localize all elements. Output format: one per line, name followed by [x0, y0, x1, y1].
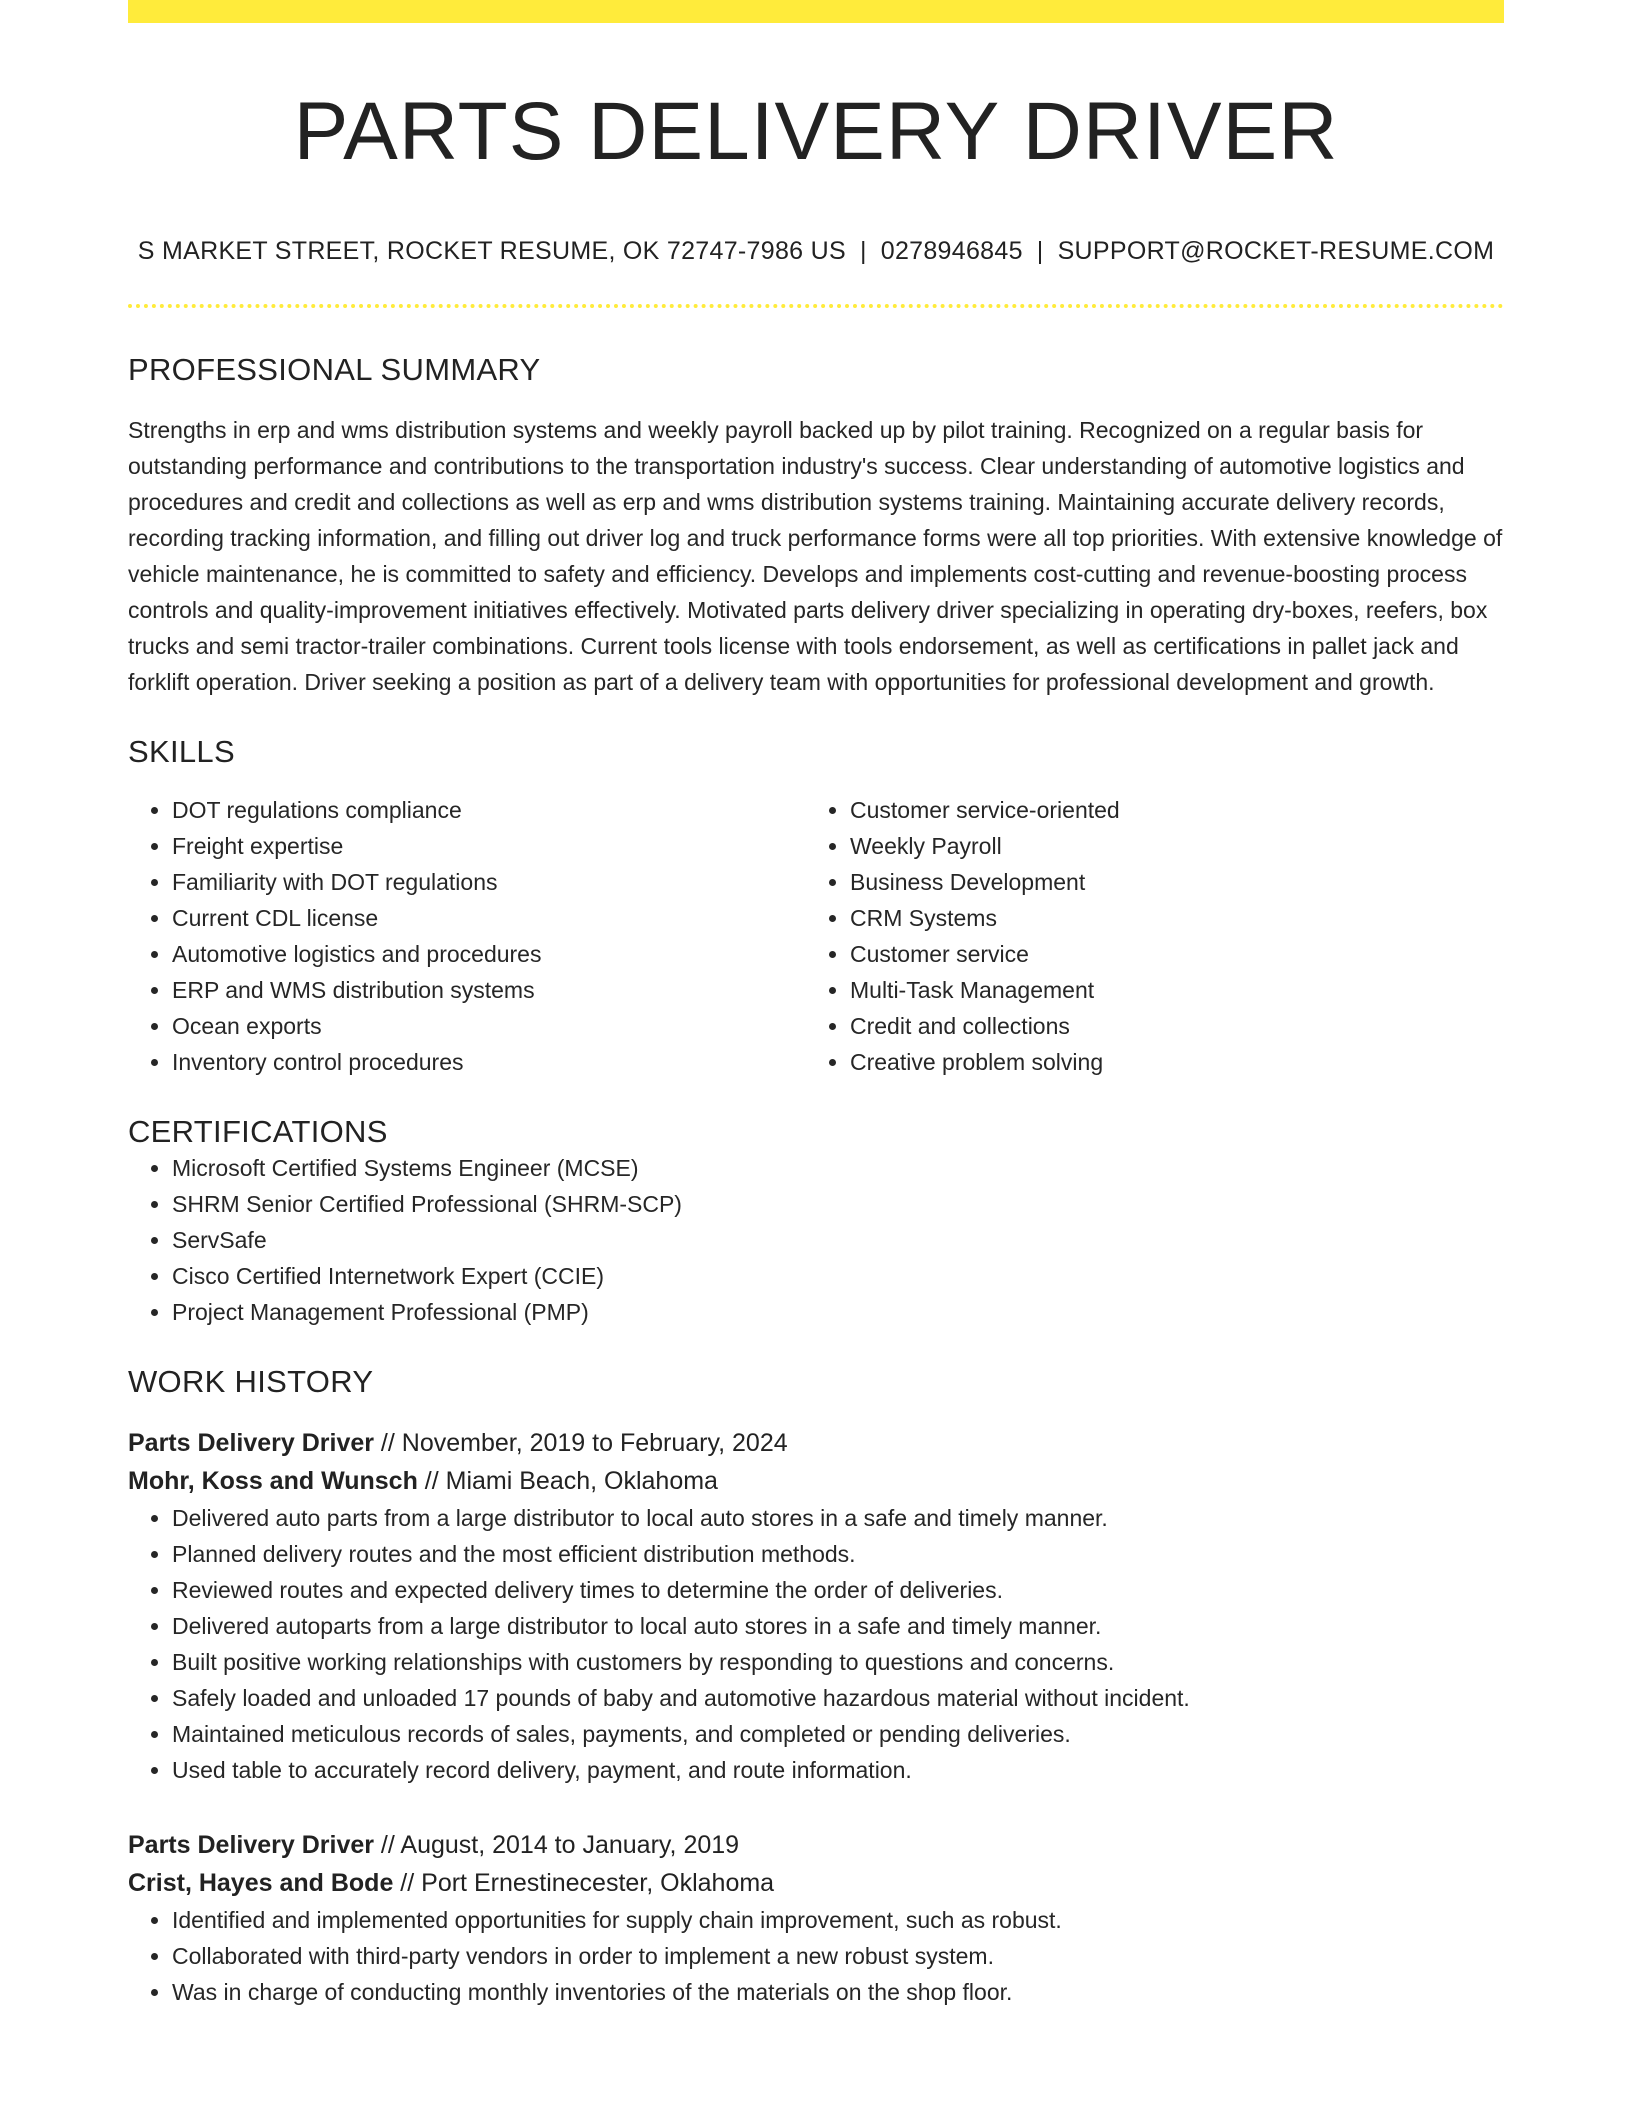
dotted-divider [128, 304, 1504, 308]
certification-item: • Microsoft Certified Systems Engineer (MCSE) [172, 1150, 1504, 1186]
skill-item: • Freight expertise [172, 828, 806, 864]
skill-item: • Multi-Task Management [850, 972, 1484, 1008]
job-entry [128, 1424, 1504, 1788]
certification-item: • SHRM Senior Certified Professional (SHRM-SCP) [172, 1186, 1504, 1222]
job-duties-list [128, 1902, 1504, 2010]
skill-item: • DOT regulations compliance [172, 792, 806, 828]
job-company-line [128, 1864, 1504, 1902]
certification-item: • ServSafe [172, 1222, 1504, 1258]
skill-item: • Familiarity with DOT regulations [172, 864, 806, 900]
section-title-certifications: CERTIFICATIONS [128, 1114, 388, 1150]
job-role: Parts Delivery Driver [128, 1429, 374, 1458]
professional-summary-section [128, 352, 1504, 700]
skills-column-right [806, 792, 1484, 1080]
section-title-summary: PROFESSIONAL SUMMARY [128, 352, 541, 388]
job-duty-item: • Delivered autoparts from a large distributor to local auto stores in a safe and timely manner. [172, 1608, 1504, 1644]
accent-top-bar [128, 0, 1504, 23]
skill-item: • Automotive logistics and procedures [172, 936, 806, 972]
job-duty-item: • Collaborated with third-party vendors in order to implement a new robust system. [172, 1938, 1504, 1974]
job-company: Crist, Hayes and Bode [128, 1869, 394, 1898]
job-location: // Miami Beach, Oklahoma [417, 1467, 718, 1496]
contact-phone: 0278946845 [880, 237, 1023, 266]
skill-item: • Customer service [850, 936, 1484, 972]
contact-separator: | [1036, 237, 1044, 266]
certifications-list [128, 1150, 1504, 1330]
job-duty-item: • Identified and implemented opportunities for supply chain improvement, such as robust. [172, 1902, 1504, 1938]
job-role-line [128, 1424, 1504, 1462]
work-history-section [128, 1364, 1504, 2010]
summary-text: Strengths in erp and wms distribution systems and weekly payroll backed up by pilot training. Recognized on a regular basis for outstanding performance and contributions to the transportation industry's success. Clear understanding of automotive logistics and procedures and credit and collections as well as erp and wms distribution systems training. Maintaining accurate delivery records, recording tracking information, and filling out driver log and truck performance forms were all top priorities. With extensive knowledge of vehicle maintenance, he is committed to safety and efficiency. Develops and implements cost-cutting and revenue-boosting process controls and quality-improvement initiatives effectively. Motivated parts delivery driver specializing in operating dry-boxes, reefers, box trucks and semi tractor-trailer combinations. Current tools license with tools endorsement, as well as certifications in pallet jack and forklift operation. Driver seeking a position as part of a delivery team with opportunities for professional development and growth. [128, 417, 1503, 696]
job-dates: // November, 2019 to February, 2024 [373, 1429, 788, 1458]
job-role-line [128, 1826, 1504, 1864]
job-duty-item: • Safely loaded and unloaded 17 pounds of baby and automotive hazardous material without incident. [172, 1680, 1504, 1716]
contact-separator: | [859, 237, 867, 266]
resume-title: PARTS DELIVERY DRIVER [293, 86, 1339, 177]
job-duties-list [128, 1500, 1504, 1788]
job-role: Parts Delivery Driver [128, 1831, 374, 1860]
job-company: Mohr, Koss and Wunsch [128, 1467, 418, 1496]
skill-item: • Inventory control procedures [172, 1044, 806, 1080]
skill-item: • Ocean exports [172, 1008, 806, 1044]
job-duty-item: • Was in charge of conducting monthly inventories of the materials on the shop floor. [172, 1974, 1504, 2010]
certifications-section [128, 1114, 1504, 1330]
skill-item: • Current CDL license [172, 900, 806, 936]
job-entry [128, 1826, 1504, 2010]
contact-line [128, 237, 1504, 266]
skill-item: • Customer service-oriented [850, 792, 1484, 828]
skill-item: • Business Development [850, 864, 1484, 900]
section-title-work-history: WORK HISTORY [128, 1364, 374, 1400]
contact-address: S MARKET STREET, ROCKET RESUME, OK 72747-7986 US [137, 237, 846, 266]
skills-section [128, 734, 1504, 1080]
job-duty-item: • Used table to accurately record delivery, payment, and route information. [172, 1752, 1504, 1788]
skill-item: • Creative problem solving [850, 1044, 1484, 1080]
certification-item: • Cisco Certified Internetwork Expert (CCIE) [172, 1258, 1504, 1294]
job-company-line [128, 1462, 1504, 1500]
job-location: // Port Ernestinecester, Oklahoma [393, 1869, 775, 1898]
skill-item: • Weekly Payroll [850, 828, 1484, 864]
job-duty-item: • Built positive working relationships with customers by responding to questions and concerns. [172, 1644, 1504, 1680]
certification-item: • Project Management Professional (PMP) [172, 1294, 1504, 1330]
resume-page [128, 0, 1504, 2010]
skills-grid [128, 792, 1504, 1080]
job-dates: // August, 2014 to January, 2019 [373, 1831, 740, 1860]
contact-email: SUPPORT@ROCKET-RESUME.COM [1057, 237, 1495, 266]
job-duty-item: • Maintained meticulous records of sales, payments, and completed or pending deliveries. [172, 1716, 1504, 1752]
job-duty-item: • Delivered auto parts from a large distributor to local auto stores in a safe and timely manner. [172, 1500, 1504, 1536]
skill-item: • Credit and collections [850, 1008, 1484, 1044]
skill-item: • ERP and WMS distribution systems [172, 972, 806, 1008]
section-title-skills: SKILLS [128, 734, 235, 770]
skill-item: • CRM Systems [850, 900, 1484, 936]
job-duty-item: • Planned delivery routes and the most efficient distribution methods. [172, 1536, 1504, 1572]
skills-column-left [128, 792, 806, 1080]
job-duty-item: • Reviewed routes and expected delivery times to determine the order of deliveries. [172, 1572, 1504, 1608]
